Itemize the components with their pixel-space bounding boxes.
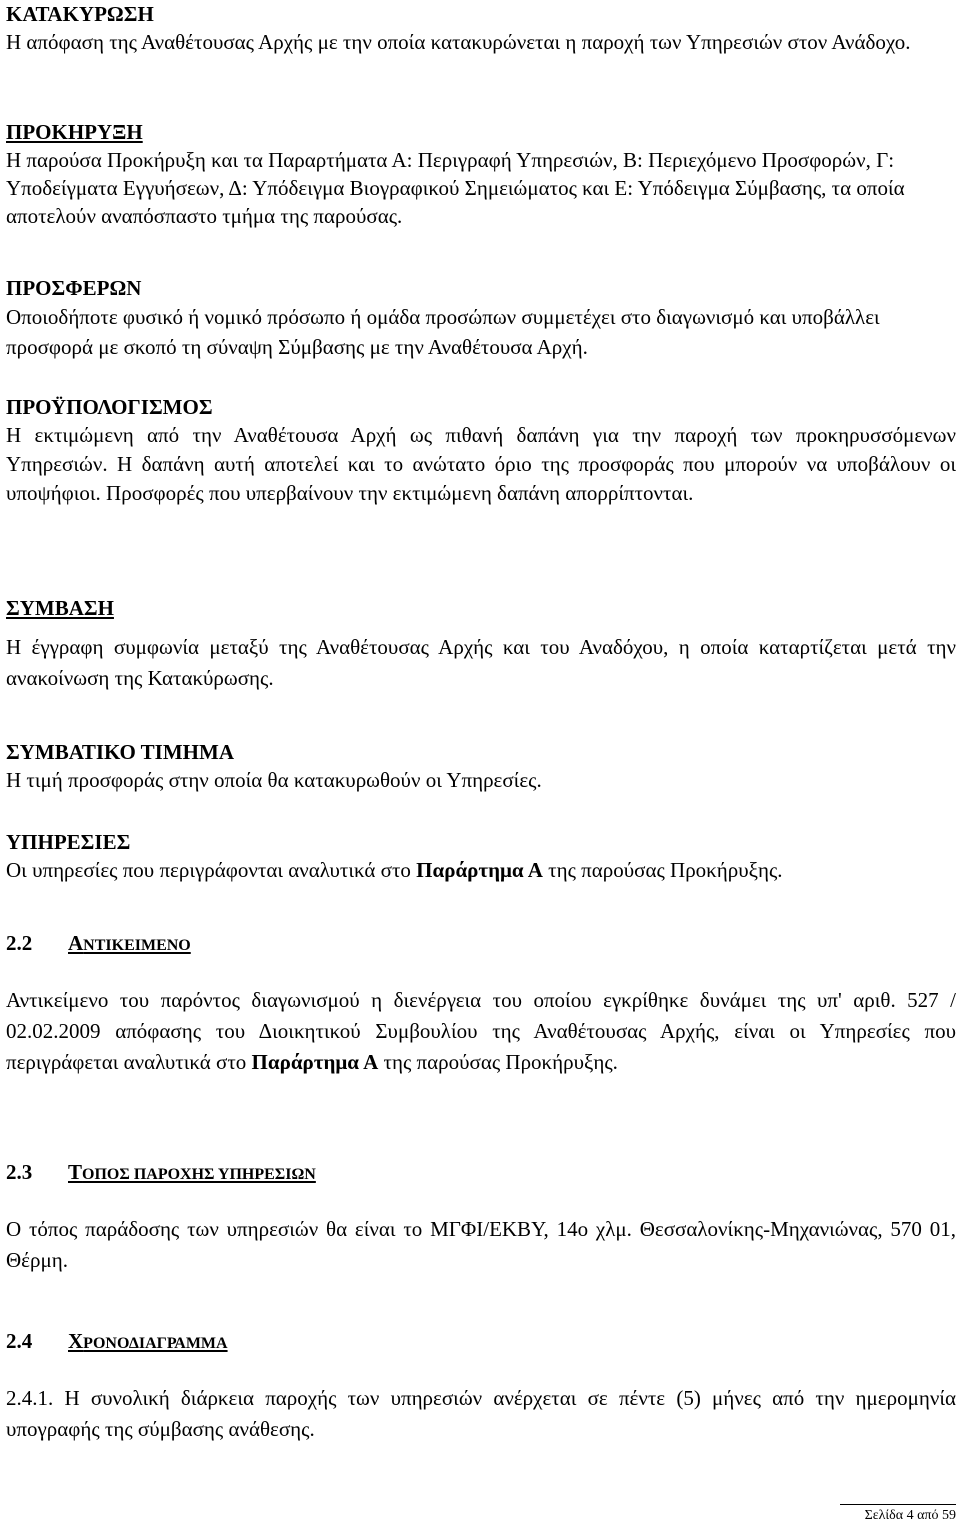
definition-prokiryxi [6, 118, 956, 230]
definition-text: Οι υπηρεσίες που περιγράφονται αναλυτικά στο Παράρτημα Α της παρούσας Προκήρυξης. [6, 858, 783, 882]
definition-text: Η απόφαση της Αναθέτουσας Αρχής με την οποία κατακυρώνεται η παροχή των Υπηρεσιών στον Ανάδοχο. [6, 30, 911, 54]
section-text-2-4: 2.4.1. Η συνολική διάρκεια παροχής των υπηρεσιών ανέρχεται σε πέντε (5) μήνες από την ημερομηνία υπογραφής της σύμβασης ανάθεσης. [6, 1386, 956, 1441]
page-number-footer: Σελίδα 4 από 59 [840, 1504, 956, 1525]
section-number: 2.2 [6, 931, 33, 955]
section-heading-2-2: 2.2 ΑΝΤΙΚΕΙΜΕΝΟ [6, 931, 191, 955]
definition-ypiresies [6, 828, 956, 884]
definition-text: Η τιμή προσφοράς στην οποία θα κατακυρωθούν οι Υπηρεσίες. [6, 768, 542, 792]
definition-text: Η έγγραφη συμφωνία μεταξύ της Αναθέτουσας Αρχής και του Αναδόχου, η οποία καταρτίζεται μετά την ανακοίνωση της Κατακύρωσης. [6, 635, 956, 690]
section-heading-2-3: 2.3 ΤΟΠΟΣ ΠΑΡΟΧΗΣ ΥΠΗΡΕΣΙΩΝ [6, 1160, 316, 1184]
definition-kataκyrosi [6, 0, 956, 56]
section-heading-2-4: 2.4 ΧΡΟΝΟΔΙΑΓΡΑΜΜΑ [6, 1329, 228, 1353]
section-text-2-3: Ο τόπος παράδοσης των υπηρεσιών θα είναι το ΜΓΦΙ/ΕΚΒΥ, 14ο χλμ. Θεσσαλονίκης-Μηχανιώνας, 570 01, Θέρμη. [6, 1217, 956, 1272]
definition-text: Η παρούσα Προκήρυξη και τα Παραρτήματα Α: Περιγραφή Υπηρεσιών, Β: Περιεχόμενο Προσφορών, Γ: Υποδείγματα Εγγυήσεων, Δ: Υπόδειγμα Βιογραφικού Σημειώματος και Ε: Υπόδειγμα Σύμβασης, τα οποία αποτελούν αναπόσπαστο τμήμα της παρούσας. [6, 148, 905, 228]
section-number: 2.4 [6, 1329, 33, 1353]
section-number: 2.3 [6, 1160, 33, 1184]
definition-term: ΣΥΜΒΑΣΗ [6, 596, 114, 620]
definition-term: ΥΠΗΡΕΣΙΕΣ [6, 830, 131, 854]
definition-symvatiko-timima [6, 738, 956, 794]
definition-text: Η εκτιμώμενη από την Αναθέτουσα Αρχή ως πιθανή δαπάνη για την παροχή των προκηρυσσόμενων Υπηρεσιών. Η δαπάνη αυτή αποτελεί και το ανώτατο όριο της προσφοράς που μπορούν να υποβάλουν οι υποψήφιοι. Προσφορές που υπερβαίνουν την εκτιμώμενη δαπάνη απορρίπτονται. [6, 423, 956, 505]
definition-term: ΠΡΟΫΠΟΛΟΓΙΣΜΟΣ [6, 395, 213, 419]
definition-term: ΚΑΤΑΚΥΡΩΣΗ [6, 2, 154, 26]
definition-text: Οποιοδήποτε φυσικό ή νομικό πρόσωπο ή ομάδα προσώπων συμμετέχει στο διαγωνισμό και υποβάλλει προσφορά με σκοπό τη σύναψη Σύμβασης με την Αναθέτουσα Αρχή. [6, 305, 880, 359]
definition-term: ΠΡΟΚΗΡΥΞΗ [6, 120, 143, 144]
definition-proypologismos [6, 393, 956, 508]
section-text-2-2: Αντικείμενο του παρόντος διαγωνισμού η διενέργεια του οποίου εγκρίθηκε δυνάμει της υπ' αριθ. 527 / 02.02.2009 απόφασης του Διοικητικού Συμβουλίου της Αναθέτουσας Αρχής, είναι οι Υπηρεσίες που περιγράφεται αναλυτικά στο Παράρτημα Α της παρούσας Προκήρυξης. [6, 988, 956, 1074]
definition-prosferon [6, 274, 956, 362]
definition-symvasi [6, 594, 956, 694]
definition-term: ΣΥΜΒΑΤΙΚΟ ΤΙΜΗΜΑ [6, 740, 234, 764]
definition-term: ΠΡΟΣΦΕΡΩΝ [6, 276, 142, 300]
